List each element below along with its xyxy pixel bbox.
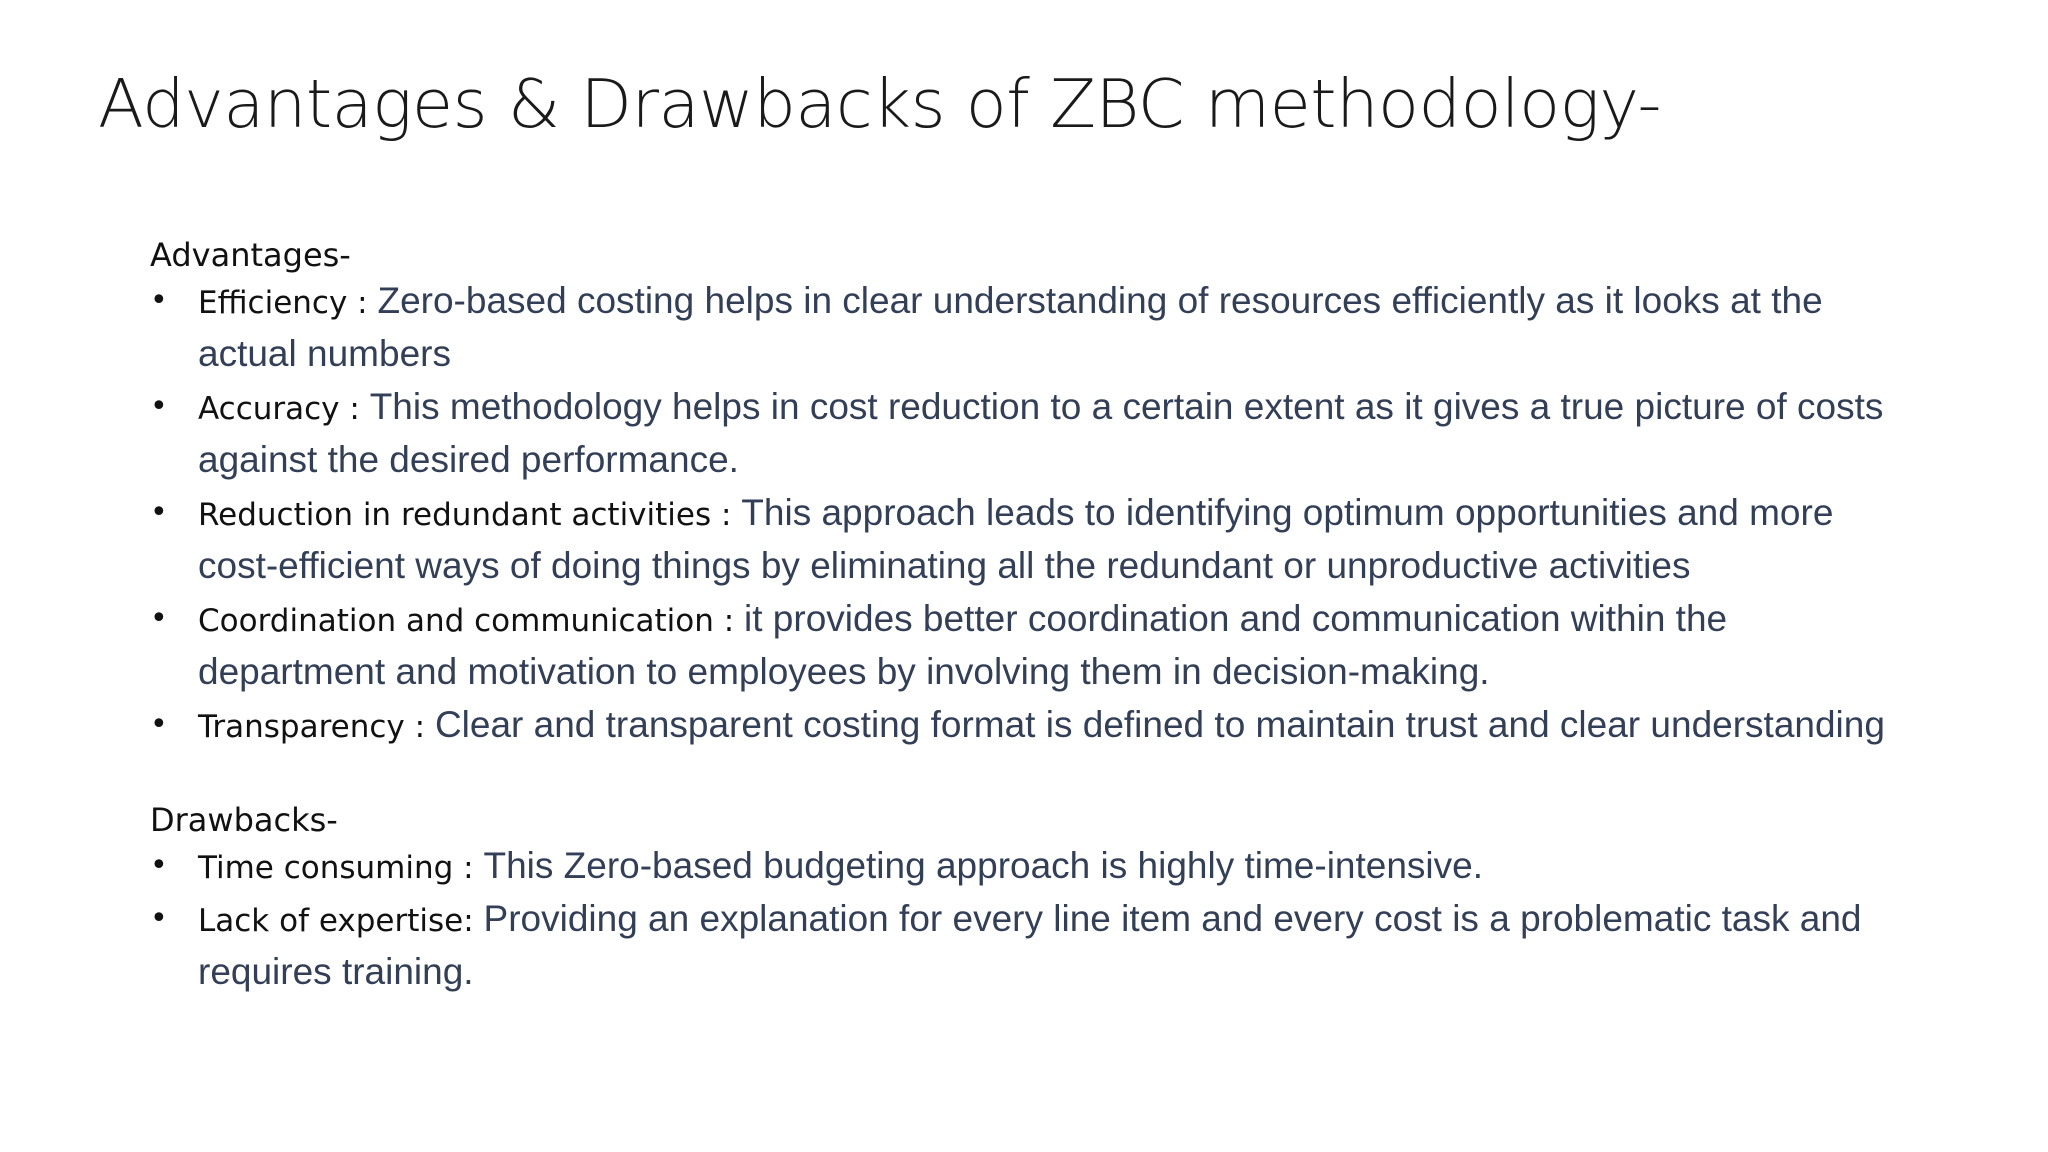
bullet-separator: : bbox=[339, 391, 370, 427]
list-item bbox=[150, 702, 1910, 755]
advantages-list bbox=[150, 278, 1910, 755]
bullet-separator: : bbox=[404, 709, 435, 745]
bullet-term: Transparency bbox=[198, 709, 405, 745]
list-item bbox=[150, 896, 1910, 1002]
bullet-icon: • bbox=[150, 389, 168, 424]
bullet-term: Time consuming bbox=[198, 850, 454, 886]
bullet-separator: : bbox=[453, 850, 484, 886]
bullet-description: Providing an explanation for every line item and every cost is a problematic task and requires training. bbox=[198, 898, 1862, 992]
list-item bbox=[150, 384, 1910, 490]
bullet-term: Lack of expertise bbox=[198, 903, 464, 939]
slide-content bbox=[150, 232, 1910, 1002]
list-item bbox=[150, 278, 1910, 384]
drawbacks-list bbox=[150, 843, 1910, 1002]
bullet-icon: • bbox=[150, 601, 168, 636]
bullet-separator: : bbox=[463, 903, 484, 939]
bullet-icon: • bbox=[150, 283, 168, 318]
bullet-description: Zero-based costing helps in clear understanding of resources efficiently as it looks at the actual numbers bbox=[198, 280, 1823, 374]
section-gap bbox=[150, 755, 1910, 797]
bullet-separator: : bbox=[711, 497, 742, 533]
bullet-icon: • bbox=[150, 707, 168, 742]
slide-title: Advantages & Drawbacks of ZBC methodology- bbox=[98, 65, 1662, 143]
drawbacks-heading: Drawbacks- bbox=[150, 801, 338, 839]
bullet-separator: : bbox=[713, 603, 745, 639]
advantages-heading: Advantages- bbox=[150, 236, 351, 274]
bullet-icon: • bbox=[150, 901, 168, 936]
bullet-term: Reduction in redundant activities bbox=[198, 497, 712, 533]
bullet-separator: : bbox=[347, 285, 378, 321]
bullet-term: Efficiency bbox=[198, 285, 348, 321]
list-item bbox=[150, 490, 1910, 596]
list-item bbox=[150, 596, 1910, 702]
list-item bbox=[150, 843, 1910, 896]
bullet-icon: • bbox=[150, 848, 168, 883]
bullet-icon: • bbox=[150, 495, 168, 530]
bullet-term: Coordination and communication bbox=[198, 603, 714, 639]
bullet-description: This Zero-based budgeting approach is highly time-intensive. bbox=[483, 845, 1484, 886]
bullet-description: it provides better coordination and communication within the department and motivation to employees by involving them in decision-making. bbox=[198, 598, 1728, 692]
bullet-term: Accuracy bbox=[198, 391, 340, 427]
bullet-description: Clear and transparent costing format is defined to maintain trust and clear understanding bbox=[434, 704, 1885, 745]
bullet-description: This approach leads to identifying optimum opportunities and more cost-efficient ways of doing things by eliminating all the redundant or unproductive activities bbox=[198, 492, 1834, 586]
bullet-description: This methodology helps in cost reduction to a certain extent as it gives a true picture of costs against the desired performance. bbox=[198, 386, 1884, 480]
